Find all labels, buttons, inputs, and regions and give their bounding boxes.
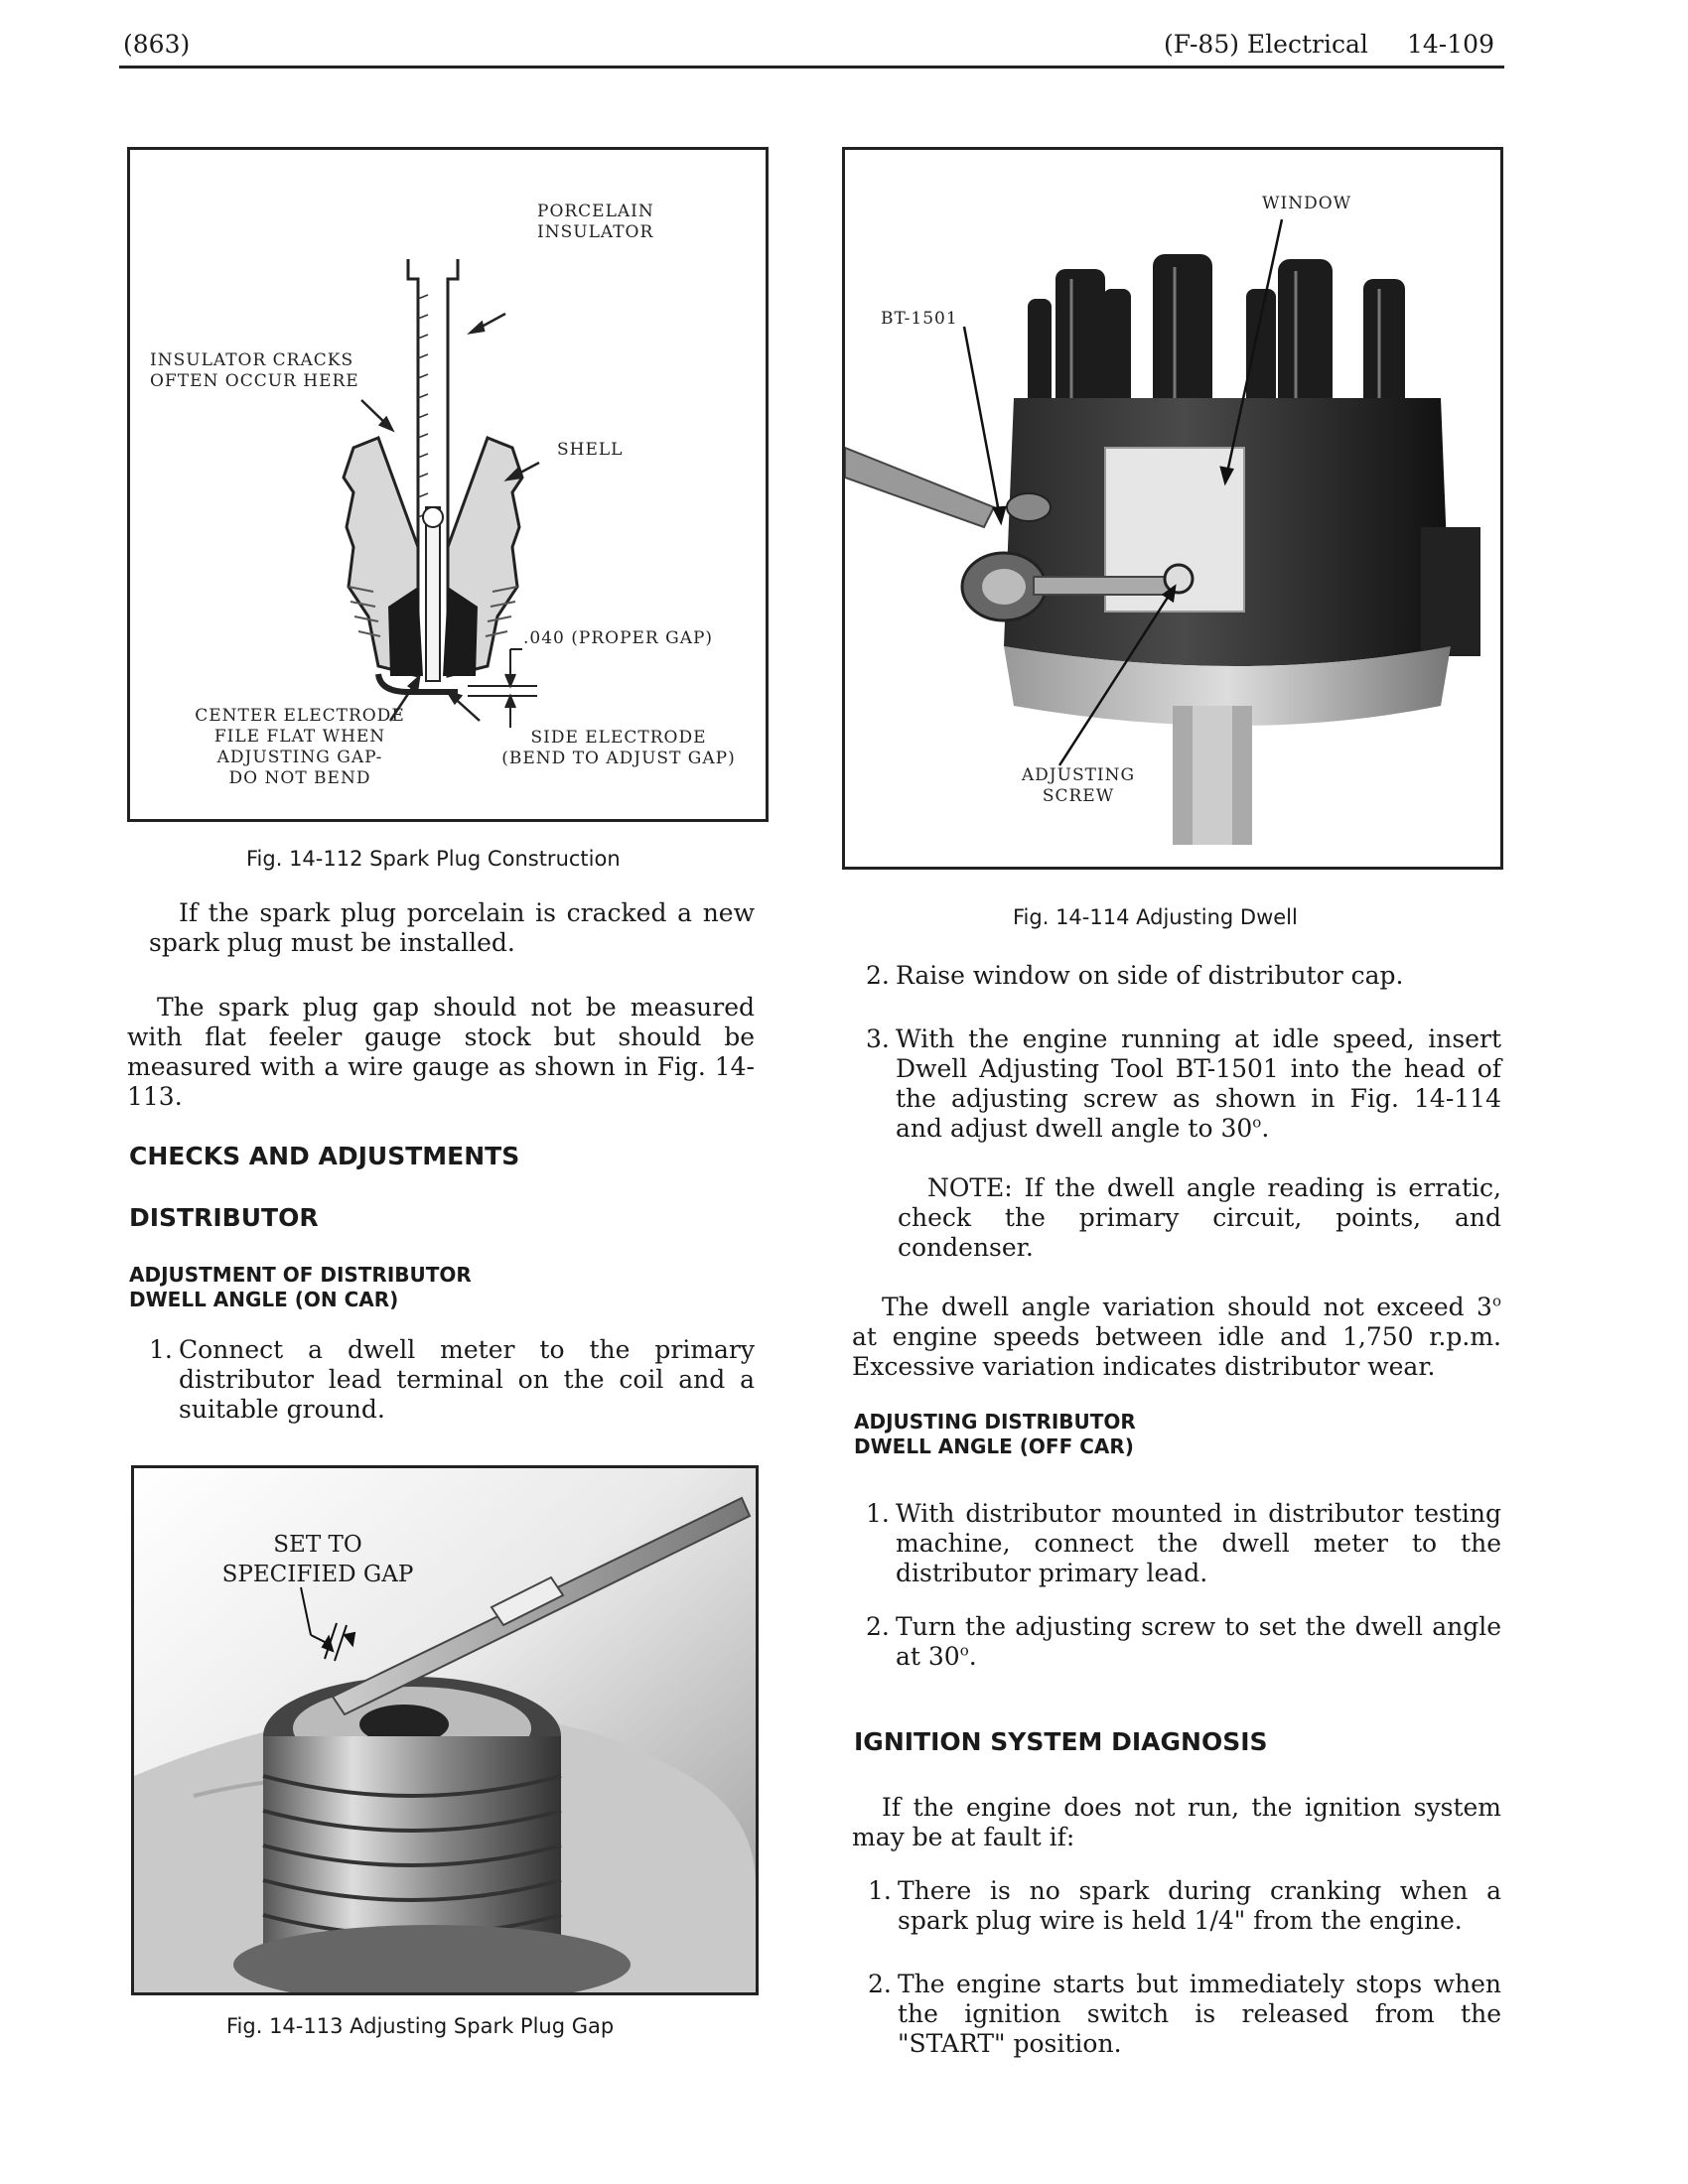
- label-center-electrode: CENTER ELECTRODE FILE FLAT WHEN ADJUSTING GAP- DO NOT BEND: [195, 706, 405, 788]
- step3-text: With the engine running at idle speed, insert Dwell Adjusting Tool BT-1501 into the head of the adjusting screw as shown in Fig. 14-114 and adjust dwell angle to 30: [896, 1024, 1501, 1143]
- list-text: There is no spark during cranking when a spark plug wire is held 1/4" from the engine.: [898, 1876, 1501, 1935]
- list-number: 2.: [866, 1612, 890, 1641]
- label-side-electrode: SIDE ELECTRODE (BEND TO ADJUST GAP): [501, 728, 736, 768]
- list-text: Connect a dwell meter to the primary distributor lead terminal on the coil and a suitable ground.: [179, 1335, 755, 1424]
- step3-end: .: [1261, 1114, 1270, 1143]
- heading-adjust-on-car: ADJUSTMENT OF DISTRIBUTOR DWELL ANGLE (ON CAR): [129, 1263, 472, 1311]
- section-title: (F-85) Electrical: [1164, 30, 1368, 59]
- figure-spark-plug-construction: [127, 147, 769, 822]
- list-item: [868, 1876, 1501, 1936]
- variation-end: at engine speeds between idle and 1,750 r.p.m. Excessive variation indicates distributor wear.: [852, 1322, 1501, 1381]
- label-window: WINDOW: [1262, 194, 1352, 213]
- list-text: [896, 1612, 1501, 1672]
- degree-symbol: o: [959, 1641, 969, 1660]
- list-item: [866, 1499, 1501, 1588]
- list-item: [149, 1335, 755, 1425]
- label-shell: SHELL: [557, 440, 624, 460]
- label-set-to-specified-gap: SET TO SPECIFIED GAP: [221, 1532, 414, 1587]
- heading-checks-adjustments: CHECKS AND ADJUSTMENTS: [129, 1142, 520, 1170]
- figure-adjusting-dwell: [842, 147, 1503, 870]
- list-text: [896, 1024, 1501, 1144]
- caption-fig-14-114: Fig. 14-114 Adjusting Dwell: [1013, 905, 1298, 929]
- degree-symbol: o: [1252, 1113, 1262, 1132]
- paragraph-gap-measure: The spark plug gap should not be measured with flat feeler gauge stock but should be measured with a wire gauge as shown in Fig. 14-113.: [127, 993, 755, 1111]
- list-text: Raise window on side of distributor cap.: [896, 961, 1404, 990]
- list-number: 2.: [866, 961, 890, 990]
- list-number: 1.: [866, 1499, 890, 1528]
- list-text: The engine starts but immediately stops when the ignition switch is released from the "START" position.: [898, 1970, 1501, 2058]
- paragraph-cracked-porcelain: [149, 898, 755, 958]
- paragraph-dwell-variation: [852, 1293, 1501, 1382]
- label-porcelain-insulator: PORCELAIN INSULATOR: [537, 202, 654, 242]
- page-reference: 14-109: [1407, 30, 1494, 59]
- off2-end: .: [968, 1642, 977, 1671]
- figure-adjusting-spark-plug-gap: [131, 1465, 759, 1995]
- list-text: With distributor mounted in distributor testing machine, connect the dwell meter to the distributor primary lead.: [896, 1499, 1501, 1587]
- variation-text: The dwell angle variation should not exceed 3: [882, 1293, 1492, 1321]
- heading-distributor: DISTRIBUTOR: [129, 1203, 319, 1232]
- label-insulator-cracks: INSULATOR CRACKS OFTEN OCCUR HERE: [150, 350, 359, 391]
- list-number: 3.: [866, 1024, 890, 1053]
- degree-symbol: o: [1491, 1292, 1501, 1310]
- note-erratic-dwell: NOTE: If the dwell angle reading is erratic, check the primary circuit, points, and condenser.: [898, 1173, 1501, 1262]
- paragraph-ignition-fault: If the engine does not run, the ignition system may be at fault if:: [852, 1793, 1501, 1851]
- label-adjusting-screw: ADJUSTING SCREW: [1021, 765, 1136, 806]
- list-number: 1.: [868, 1876, 892, 1905]
- header-rule: [119, 66, 1504, 68]
- heading-adjust-off-car: ADJUSTING DISTRIBUTOR DWELL ANGLE (OFF CAR): [854, 1410, 1136, 1458]
- list-number: 1.: [149, 1335, 173, 1364]
- caption-fig-14-113: Fig. 14-113 Adjusting Spark Plug Gap: [226, 2014, 615, 2038]
- off2-text: Turn the adjusting screw to set the dwell angle at 30: [896, 1612, 1501, 1671]
- list-item: [866, 1612, 1501, 1672]
- list-item: [866, 961, 1501, 991]
- distributor-photo: [845, 150, 1500, 867]
- label-bt-1501: BT-1501: [881, 309, 958, 329]
- heading-ignition-diagnosis: IGNITION SYSTEM DIAGNOSIS: [854, 1727, 1268, 1756]
- list-item: [866, 1024, 1501, 1144]
- list-number: 2.: [868, 1970, 892, 1998]
- page-number: (863): [123, 30, 191, 59]
- caption-fig-14-112: Fig. 14-112 Spark Plug Construction: [246, 847, 621, 871]
- paragraph-cracked-porcelain-text: If the spark plug porcelain is cracked a new spark plug must be installed.: [149, 898, 755, 957]
- label-proper-gap: .040 (PROPER GAP): [523, 628, 714, 648]
- list-item: [868, 1970, 1501, 2059]
